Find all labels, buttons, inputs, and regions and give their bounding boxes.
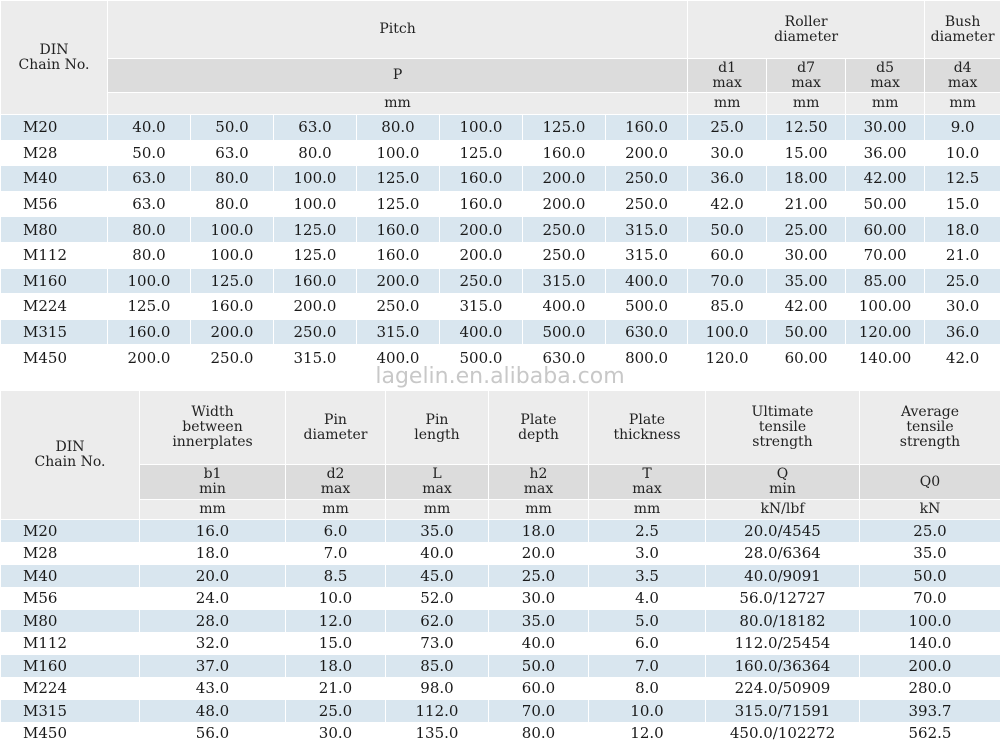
chain-number-cell: M160 [1,268,108,294]
value-cell: 112.0/25454 [706,632,860,655]
pitch-cell: 50.0 [108,140,191,166]
value-cell: 200.0 [860,655,1000,678]
value-cell: 32.0 [140,632,286,655]
value-cell: 100.0 [860,610,1000,633]
d4-cell: 36.0 [925,319,1000,345]
pitch-cell: 80.0 [191,166,274,192]
pitch-unit: mm [108,93,688,115]
d4-cell: 21.0 [925,242,1000,268]
value-cell: 43.0 [140,677,286,700]
table-row [1,655,1000,678]
pitch-cell: 50.0 [191,115,274,141]
pitch-cell: 100.0 [191,217,274,243]
d5-cell: 140.00 [846,345,925,371]
value-cell: 70.0 [860,587,1000,610]
table-row [1,700,1000,723]
d4-cell: 30.0 [925,294,1000,320]
value-cell: 6.0 [589,632,706,655]
pitch-cell: 160.0 [357,217,440,243]
table-row [1,520,1000,543]
column-unit: mm [489,500,589,520]
pitch-cell: 160.0 [606,115,688,141]
column-title: Pin diameter [286,391,386,465]
value-cell: 25.0 [489,565,589,588]
d5-cell: 60.00 [846,217,925,243]
column-symbol: L max [386,465,489,500]
value-cell: 8.0 [589,677,706,700]
value-cell: 50.0 [860,565,1000,588]
pitch-cell: 80.0 [108,217,191,243]
column-title: Plate thickness [589,391,706,465]
value-cell: 7.0 [589,655,706,678]
value-cell: 98.0 [386,677,489,700]
pitch-cell: 250.0 [523,217,606,243]
value-cell: 16.0 [140,520,286,543]
value-cell: 25.0 [286,700,386,723]
value-cell: 40.0/9091 [706,565,860,588]
pitch-cell: 80.0 [191,191,274,217]
chain-number-cell: M56 [1,191,108,217]
column-symbol: Q min [706,465,860,500]
pitch-cell: 100.0 [274,166,357,192]
table-row [1,542,1000,565]
table-row [1,677,1000,700]
d7-cell: 60.00 [767,345,846,371]
table-row [1,268,1000,294]
d4-header: d4 max [925,59,1000,93]
pitch-cell: 63.0 [108,191,191,217]
column-symbol: b1 min [140,465,286,500]
column-title: Average tensile strength [860,391,1000,465]
pitch-cell: 200.0 [440,217,523,243]
value-cell: 30.0 [286,722,386,745]
table-row [1,319,1000,345]
pitch-cell: 200.0 [191,319,274,345]
value-cell: 280.0 [860,677,1000,700]
value-cell: 10.0 [589,700,706,723]
chain-number-cell: M20 [1,520,140,543]
pitch-cell: 125.0 [440,140,523,166]
column-title: Width between innerplates [140,391,286,465]
d7-unit: mm [767,93,846,115]
d1-cell: 120.0 [688,345,767,371]
d5-cell: 50.00 [846,191,925,217]
pitch-cell: 160.0 [108,319,191,345]
chain-no-header: DIN Chain No. [1,1,108,115]
pitch-cell: 125.0 [274,217,357,243]
d5-cell: 70.00 [846,242,925,268]
value-cell: 160.0/36364 [706,655,860,678]
table-row [1,610,1000,633]
pitch-cell: 160.0 [523,140,606,166]
d5-header: d5 max [846,59,925,93]
d5-cell: 85.00 [846,268,925,294]
pitch-cell: 160.0 [357,242,440,268]
pitch-cell: 250.0 [606,191,688,217]
value-cell: 85.0 [386,655,489,678]
column-unit: mm [386,500,489,520]
table-row [1,166,1000,192]
value-cell: 450.0/102272 [706,722,860,745]
pitch-cell: 630.0 [606,319,688,345]
d1-cell: 30.0 [688,140,767,166]
value-cell: 62.0 [386,610,489,633]
d4-cell: 25.0 [925,268,1000,294]
value-cell: 562.5 [860,722,1000,745]
value-cell: 112.0 [386,700,489,723]
pitch-cell: 160.0 [274,268,357,294]
value-cell: 35.0 [386,520,489,543]
table-row [1,294,1000,320]
chain-number-cell: M112 [1,632,140,655]
pitch-cell: 63.0 [108,166,191,192]
d1-cell: 25.0 [688,115,767,141]
bush-diameter-header: Bush diameter [925,1,1000,59]
chain-number-cell: M56 [1,587,140,610]
pitch-cell: 630.0 [523,345,606,371]
value-cell: 24.0 [140,587,286,610]
pitch-cell: 315.0 [606,217,688,243]
chain-number-cell: M40 [1,166,108,192]
value-cell: 70.0 [489,700,589,723]
value-cell: 18.0 [286,655,386,678]
pitch-cell: 80.0 [357,115,440,141]
chain-number-cell: M224 [1,294,108,320]
pitch-cell: 125.0 [108,294,191,320]
chain-number-cell: M40 [1,565,140,588]
value-cell: 18.0 [140,542,286,565]
pitch-cell: 100.0 [357,140,440,166]
value-cell: 135.0 [386,722,489,745]
column-symbol: h2 max [489,465,589,500]
table-row [1,191,1000,217]
pitch-cell: 315.0 [357,319,440,345]
column-title: Pin length [386,391,489,465]
pitch-cell: 250.0 [191,345,274,371]
value-cell: 30.0 [489,587,589,610]
value-cell: 393.7 [860,700,1000,723]
pitch-cell: 125.0 [357,166,440,192]
pitch-cell: 315.0 [440,294,523,320]
pitch-cell: 200.0 [274,294,357,320]
pitch-cell: 250.0 [440,268,523,294]
pitch-cell: 160.0 [191,294,274,320]
pitch-cell: 315.0 [523,268,606,294]
value-cell: 28.0 [140,610,286,633]
column-title: Ultimate tensile strength [706,391,860,465]
d4-cell: 10.0 [925,140,1000,166]
pitch-cell: 400.0 [606,268,688,294]
table-row [1,115,1000,141]
d7-cell: 15.00 [767,140,846,166]
value-cell: 2.5 [589,520,706,543]
d7-cell: 35.00 [767,268,846,294]
value-cell: 20.0 [140,565,286,588]
value-cell: 140.0 [860,632,1000,655]
table-row [1,242,1000,268]
value-cell: 40.0 [489,632,589,655]
pitch-cell: 100.0 [191,242,274,268]
d4-cell: 15.0 [925,191,1000,217]
d7-cell: 50.00 [767,319,846,345]
pitch-cell: 80.0 [108,242,191,268]
chain-number-cell: M80 [1,610,140,633]
d5-cell: 120.00 [846,319,925,345]
pitch-cell: 315.0 [606,242,688,268]
d4-unit: mm [925,93,1000,115]
pitch-cell: 100.0 [108,268,191,294]
pitch-cell: 400.0 [440,319,523,345]
pitch-cell: 160.0 [440,191,523,217]
d7-cell: 30.00 [767,242,846,268]
d4-cell: 9.0 [925,115,1000,141]
table-row [1,217,1000,243]
pitch-cell: 200.0 [440,242,523,268]
value-cell: 7.0 [286,542,386,565]
table-row [1,140,1000,166]
d1-cell: 36.0 [688,166,767,192]
value-cell: 80.0 [489,722,589,745]
column-unit: kN [860,500,1000,520]
pitch-cell: 400.0 [523,294,606,320]
d1-header: d1 max [688,59,767,93]
pitch-cell: 80.0 [274,140,357,166]
value-cell: 48.0 [140,700,286,723]
pitch-cell: 200.0 [523,191,606,217]
pitch-cell: 800.0 [606,345,688,371]
column-unit: mm [140,500,286,520]
pitch-cell: 63.0 [274,115,357,141]
pitch-cell: 200.0 [523,166,606,192]
value-cell: 10.0 [286,587,386,610]
d4-cell: 42.0 [925,345,1000,371]
column-unit: mm [286,500,386,520]
chain-number-cell: M20 [1,115,108,141]
pitch-cell: 400.0 [357,345,440,371]
column-unit: mm [589,500,706,520]
value-cell: 50.0 [489,655,589,678]
value-cell: 52.0 [386,587,489,610]
chain-number-cell: M450 [1,722,140,745]
d1-cell: 100.0 [688,319,767,345]
d5-cell: 42.00 [846,166,925,192]
pitch-symbol: P [108,59,688,93]
value-cell: 60.0 [489,677,589,700]
d1-cell: 60.0 [688,242,767,268]
roller-diameter-header: Roller diameter [688,1,925,59]
pitch-cell: 125.0 [274,242,357,268]
value-cell: 15.0 [286,632,386,655]
d7-cell: 12.50 [767,115,846,141]
table-row [1,587,1000,610]
pitch-cell: 100.0 [274,191,357,217]
pitch-cell: 63.0 [191,140,274,166]
value-cell: 3.5 [589,565,706,588]
chain-number-cell: M160 [1,655,140,678]
value-cell: 4.0 [589,587,706,610]
chain-number-cell: M28 [1,140,108,166]
value-cell: 224.0/50909 [706,677,860,700]
value-cell: 6.0 [286,520,386,543]
pitch-cell: 200.0 [108,345,191,371]
d7-cell: 25.00 [767,217,846,243]
pitch-cell: 500.0 [523,319,606,345]
pitch-cell: 160.0 [440,166,523,192]
value-cell: 40.0 [386,542,489,565]
table-row [1,632,1000,655]
value-cell: 45.0 [386,565,489,588]
d7-header: d7 max [767,59,846,93]
chain-number-cell: M80 [1,217,108,243]
value-cell: 3.0 [589,542,706,565]
value-cell: 315.0/71591 [706,700,860,723]
pitch-cell: 100.0 [440,115,523,141]
column-symbol: T max [589,465,706,500]
pitch-cell: 250.0 [357,294,440,320]
pitch-cell: 500.0 [440,345,523,371]
pitch-cell: 500.0 [606,294,688,320]
value-cell: 25.0 [860,520,1000,543]
pitch-cell: 250.0 [606,166,688,192]
value-cell: 35.0 [860,542,1000,565]
value-cell: 73.0 [386,632,489,655]
value-cell: 5.0 [589,610,706,633]
chain-number-cell: M112 [1,242,108,268]
d5-unit: mm [846,93,925,115]
value-cell: 56.0 [140,722,286,745]
table-row [1,722,1000,745]
value-cell: 37.0 [140,655,286,678]
d5-cell: 30.00 [846,115,925,141]
pitch-cell: 125.0 [523,115,606,141]
chain-no-header-2: DIN Chain No. [1,391,140,520]
pitch-cell: 125.0 [357,191,440,217]
chain-number-cell: M315 [1,700,140,723]
pitch-header: Pitch [108,1,688,59]
pitch-cell: 250.0 [274,319,357,345]
d4-cell: 18.0 [925,217,1000,243]
pin-plate-strength-table [0,390,1000,745]
watermark: lagelin.en.alibaba.com [375,364,625,389]
value-cell: 20.0/4545 [706,520,860,543]
pitch-cell: 315.0 [274,345,357,371]
d4-cell: 12.5 [925,166,1000,192]
d5-cell: 36.00 [846,140,925,166]
d1-unit: mm [688,93,767,115]
value-cell: 35.0 [489,610,589,633]
d1-cell: 42.0 [688,191,767,217]
pitch-roller-table [0,0,1000,371]
d1-cell: 85.0 [688,294,767,320]
d7-cell: 18.00 [767,166,846,192]
value-cell: 8.5 [286,565,386,588]
d5-cell: 100.00 [846,294,925,320]
pitch-cell: 40.0 [108,115,191,141]
value-cell: 12.0 [589,722,706,745]
d1-cell: 70.0 [688,268,767,294]
value-cell: 28.0/6364 [706,542,860,565]
value-cell: 56.0/12727 [706,587,860,610]
value-cell: 18.0 [489,520,589,543]
d1-cell: 50.0 [688,217,767,243]
column-symbol: d2 max [286,465,386,500]
chain-number-cell: M224 [1,677,140,700]
value-cell: 20.0 [489,542,589,565]
value-cell: 12.0 [286,610,386,633]
column-symbol: Q0 [860,465,1000,500]
d7-cell: 21.00 [767,191,846,217]
pitch-cell: 125.0 [191,268,274,294]
column-title: Plate depth [489,391,589,465]
chain-number-cell: M450 [1,345,108,371]
d7-cell: 42.00 [767,294,846,320]
value-cell: 80.0/18182 [706,610,860,633]
table-row [1,565,1000,588]
value-cell: 21.0 [286,677,386,700]
pitch-cell: 200.0 [606,140,688,166]
column-unit: kN/lbf [706,500,860,520]
chain-number-cell: M28 [1,542,140,565]
pitch-cell: 200.0 [357,268,440,294]
chain-number-cell: M315 [1,319,108,345]
pitch-cell: 250.0 [523,242,606,268]
